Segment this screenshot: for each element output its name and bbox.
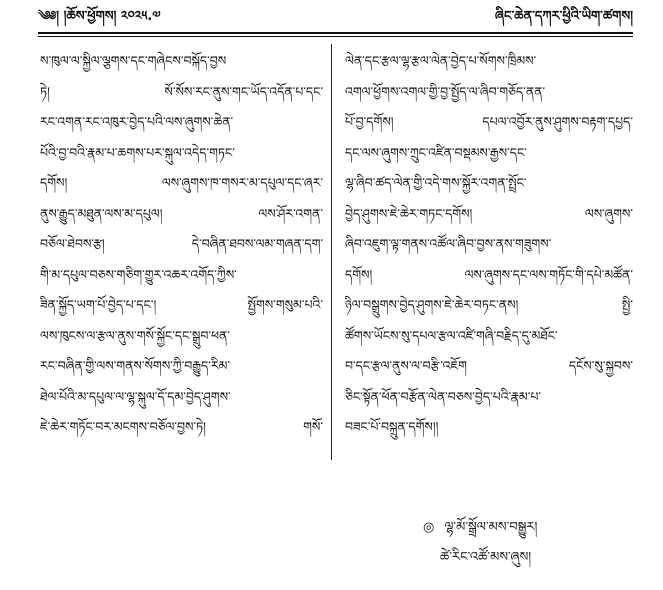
right-line-13: བཟང་པོ་བསྐྲུན་དགོས།། [345, 419, 439, 434]
right-line-10: ཚོགས་ཡོངས་སུ་དཔལ་རྩལ་འཛི་གཞི་བརྗིད་དུ་མཐོང་ [345, 327, 558, 343]
header-rule-thin [38, 36, 633, 37]
left-line-12: ཐེལ་པོའི་མ་དཔུལ་ལ་ལྷ་སྐུལ་དོ་དམ་བྱེད་ཤུགས་ [40, 388, 231, 404]
column-divider [331, 44, 332, 460]
left-line-3: རང་འགན་རང་འཁུར་བྱེད་པའི་ལས་ཞུགས་ཆེན་ [40, 114, 234, 129]
right-line-5: ལྷ་ཞིབ་ཚད་ལེན་གྱི་འདེ་གས་སྐྱོར་འགན་སྤྲོང་ [345, 175, 527, 190]
left-line-10: ལས་ཁུངས་ལ་རྩལ་ནུས་གསོ་སྐྱོང་དང་སྒྲུབ་ཕན་ [40, 327, 230, 343]
left-line-9: ཟིན་སྐྱོད་ཡག་པོ་བྱེད་པ་དང་། སྤྱོགས་གསུམ་པའི་ [40, 297, 323, 312]
right-line-11: བ་དང་རྩལ་ནུས་ལ་བརྩི་འཇོག དངོས་སུ་སྐྱབས་ [345, 358, 633, 373]
right-line-3: པོ་བྱ་དགོས། དཔལ་འབྱོར་ནུས་ཤུགས་བརྟག་དཔྱད་ [345, 114, 633, 129]
right-line-2: འགལ་ཕྱོགས་འགལ་གྱི་བྱ་སྤྱོད་ལ་ཞིབ་གཅོད་ནན་ [345, 83, 546, 99]
left-line-11: རང་བཞིན་གྱི་ལས་གནས་སོགས་ཀྱི་བརྒྱུད་རིམ་ [40, 358, 231, 373]
circle-mark-icon: ◎ [423, 520, 435, 535]
left-line-5: དགོས། ལས་ཞུགས་ཁ་གསར་མ་དཔུལ་དང་ཞར་ [40, 175, 323, 190]
right-line-9: ཉིལ་བསྒྲུགས་བྱེད་ཤུགས་ཇེ་ཆེར་བཏང་ནས། སྤྱི་ [345, 297, 633, 312]
editor-credit: ཚེ་རིང་འཚོ་མས་ཞུས། [440, 550, 532, 565]
header-rule-thick [38, 32, 633, 34]
right-line-7: ཞིབ་འཇུག་ལྟ་གནས་འཚོལ་ཞིབ་བྱས་ནས་གཟུགས་ [345, 236, 552, 251]
left-line-6: ནུས་རྒྱུད་མཐུན་ལས་མ་དཔུལ། ལས་ཤོར་འགན་ [40, 205, 323, 221]
left-line-1: ས་ཁུལ་ལ་སྐྱིལ་ལྕགས་དང་གཞེངས་བསྐོད་བྱས [40, 53, 227, 68]
header-title-right: ཞིང་ཆེན་དཀར་ཕྱིའི་ཡིག་ཚགས། [494, 8, 633, 24]
left-line-7: བཅོལ་ཐེབས་རྩ། དེ་བཞིན་ཐབས་ལམ་གཞན་དག་ [40, 236, 323, 251]
left-line-8: གི་མ་དཔུལ་བཅས་གཅིག་གྱུར་འཆར་འགོད་ཀྱིས་ [40, 266, 237, 282]
left-line-2: ཏེ། སོ་སོས་རང་ནུས་གང་ཡོད་འདོན་པ་དང་ [40, 83, 323, 99]
right-line-6: བྱེད་ཤུགས་ཇེ་ཆེར་གཏང་དགོས། ལས་ཞུགས་ [345, 205, 633, 221]
right-line-8: དགོས། ལས་ཞུགས་དང་ལས་གཏོང་གི་དཔེ་མཚོན་ [345, 266, 633, 282]
page-header [38, 6, 633, 32]
right-line-12: ཅིང་སྟོན་ཕོན་བརྩོན་ལེན་བཅས་བྱེད་པའི་རྣམ་པ་ [345, 388, 541, 404]
left-line-4: པོའི་བྱ་བའི་རྣམ་པ་ཆགས་པར་སྐུལ་འདེད་གཏང་ [40, 144, 235, 160]
left-line-13: ཇེ་ཆེར་གཏོང་བར་མངགས་བཅོལ་བྱས་ཏེ། གསོ་ [40, 419, 323, 434]
left-text-column [40, 46, 323, 443]
translator-name: ལྷ་མོ་སྒྲོལ་མས་བསྒྱུར། [444, 520, 538, 535]
right-line-4: དང་ལས་ཞུགས་ཀྲུང་འཛིན་བསྡམས་རྒྱས་དང་ [345, 144, 527, 160]
right-text-column [345, 46, 633, 443]
right-line-1: ལེན་དང་རྩལ་ལྷ་རྩལ་ལེན་བྱེད་པ་སོགས་ཁྲིམས་ [345, 53, 537, 68]
header-title-left: ༄༅། །ཆོས་ཕྱོགས། ༢༠༢༥.༧ [38, 8, 161, 24]
